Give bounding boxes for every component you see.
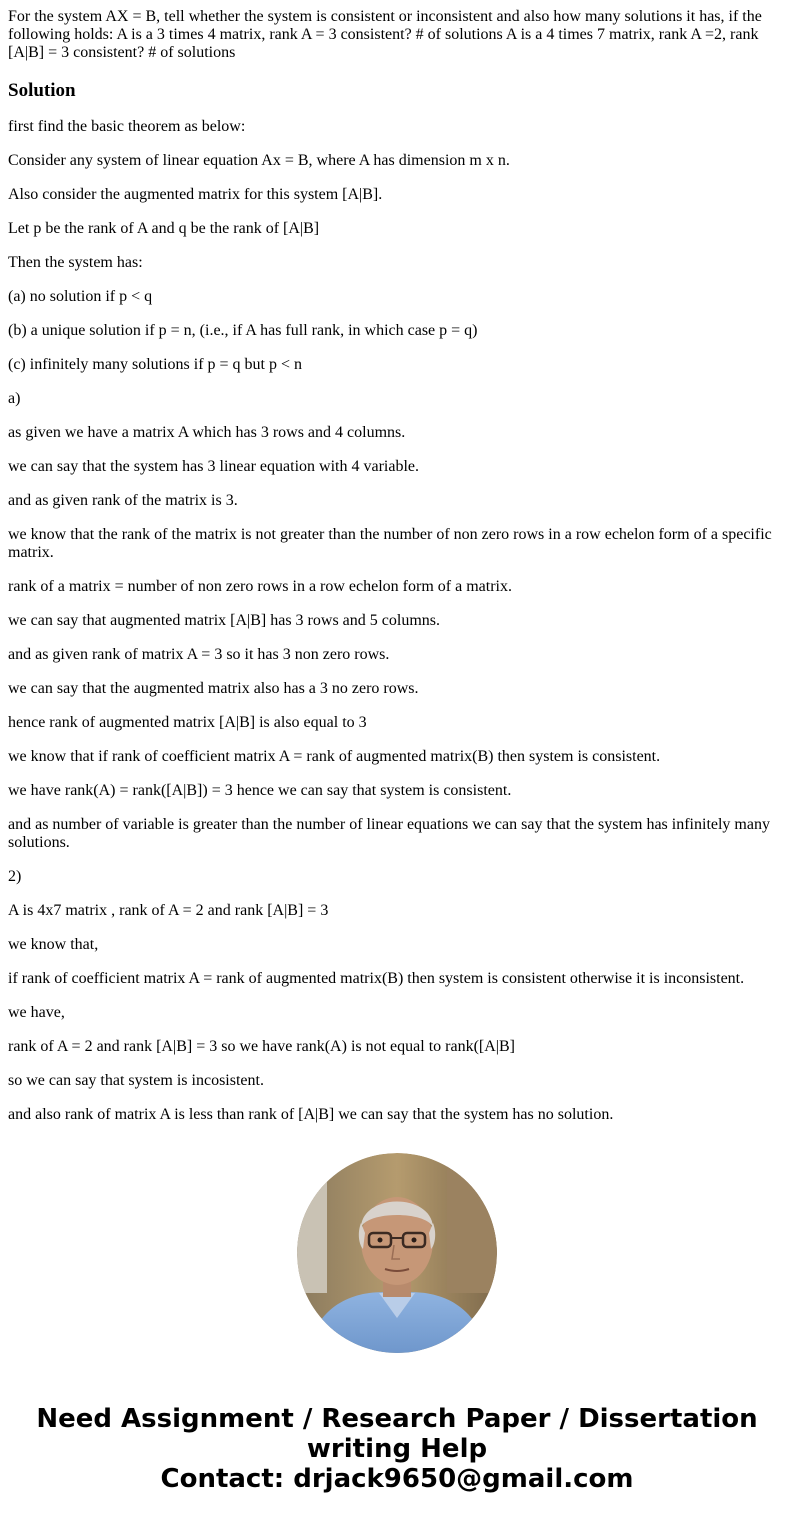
solution-document bbox=[8, 0, 786, 1123]
solution-paragraph: 2) bbox=[8, 868, 22, 885]
solution-paragraph: (c) infinitely many solutions if p = q but p < n bbox=[8, 356, 303, 373]
solution-paragraph: first find the basic theorem as below: bbox=[8, 118, 246, 135]
solution-paragraph: and as given rank of the matrix is 3. bbox=[8, 492, 238, 509]
footer-contact: Contact: drjack9650@gmail.com bbox=[160, 1464, 634, 1494]
solution-paragraph: we can say that the augmented matrix also has a 3 no zero rows. bbox=[8, 680, 419, 697]
solution-paragraph: Then the system has: bbox=[8, 254, 143, 271]
solution-paragraph: rank of a matrix = number of non zero rows in a row echelon form of a matrix. bbox=[8, 578, 512, 595]
solution-paragraph: if rank of coefficient matrix A = rank of augmented matrix(B) then system is consistent otherwise it is inconsistent. bbox=[8, 970, 745, 987]
solution-paragraph: (a) no solution if p < q bbox=[8, 288, 153, 305]
solution-paragraph: we have, bbox=[8, 1004, 65, 1021]
solution-paragraph: we can say that the system has 3 linear equation with 4 variable. bbox=[8, 458, 419, 475]
solution-paragraph: we have rank(A) = rank([A|B]) = 3 hence we can say that system is consistent. bbox=[8, 782, 512, 799]
solution-paragraph: A is 4x7 matrix , rank of A = 2 and rank [A|B] = 3 bbox=[8, 902, 329, 919]
solution-paragraph: as given we have a matrix A which has 3 rows and 4 columns. bbox=[8, 424, 406, 441]
question-text: For the system AX = B, tell whether the system is consistent or inconsistent and also how many solutions it has, if the following holds: A is a 3 times 4 matrix, rank A = 3 consistent? # of solutions A is a 4 times 7 matrix, rank A =2, rank [A|B] = 3 consistent? # of solutions bbox=[8, 8, 762, 61]
solution-heading: Solution bbox=[8, 80, 76, 101]
solution-paragraph: we know that, bbox=[8, 936, 99, 953]
solution-paragraph: hence rank of augmented matrix [A|B] is also equal to 3 bbox=[8, 714, 367, 731]
solution-paragraph: and also rank of matrix A is less than rank of [A|B] we can say that the system has no solution. bbox=[8, 1106, 614, 1123]
footer-line-2: writing Help bbox=[306, 1434, 488, 1464]
footer-line-1: Need Assignment / Research Paper / Dissertation bbox=[36, 1404, 758, 1434]
solution-paragraph: Let p be the rank of A and q be the rank of [A|B] bbox=[8, 220, 320, 237]
solution-paragraph: we can say that augmented matrix [A|B] has 3 rows and 5 columns. bbox=[8, 612, 440, 629]
solution-paragraph: (b) a unique solution if p = n, (i.e., if A has full rank, in which case p = q) bbox=[8, 322, 478, 339]
author-avatar bbox=[297, 1153, 497, 1353]
solution-paragraph: we know that if rank of coefficient matrix A = rank of augmented matrix(B) then system is consistent. bbox=[8, 748, 661, 765]
solution-paragraph: we know that the rank of the matrix is not greater than the number of non zero rows in a row echelon form of a specific matrix. bbox=[8, 526, 772, 561]
solution-paragraph: and as given rank of matrix A = 3 so it has 3 non zero rows. bbox=[8, 646, 390, 663]
solution-steps bbox=[8, 118, 786, 1123]
solution-paragraph: Also consider the augmented matrix for this system [A|B]. bbox=[8, 186, 383, 203]
solution-paragraph: so we can say that system is incosistent. bbox=[8, 1072, 264, 1089]
solution-paragraph: Consider any system of linear equation Ax = B, where A has dimension m x n. bbox=[8, 152, 510, 169]
author-photo-icon bbox=[297, 1153, 497, 1353]
solution-paragraph: a) bbox=[8, 390, 21, 407]
solution-paragraph: and as number of variable is greater than the number of linear equations we can say that the system has infinitely many solutions. bbox=[8, 816, 770, 851]
footer-promo bbox=[0, 1404, 794, 1494]
solution-paragraph: rank of A = 2 and rank [A|B] = 3 so we have rank(A) is not equal to rank([A|B] bbox=[8, 1038, 515, 1055]
